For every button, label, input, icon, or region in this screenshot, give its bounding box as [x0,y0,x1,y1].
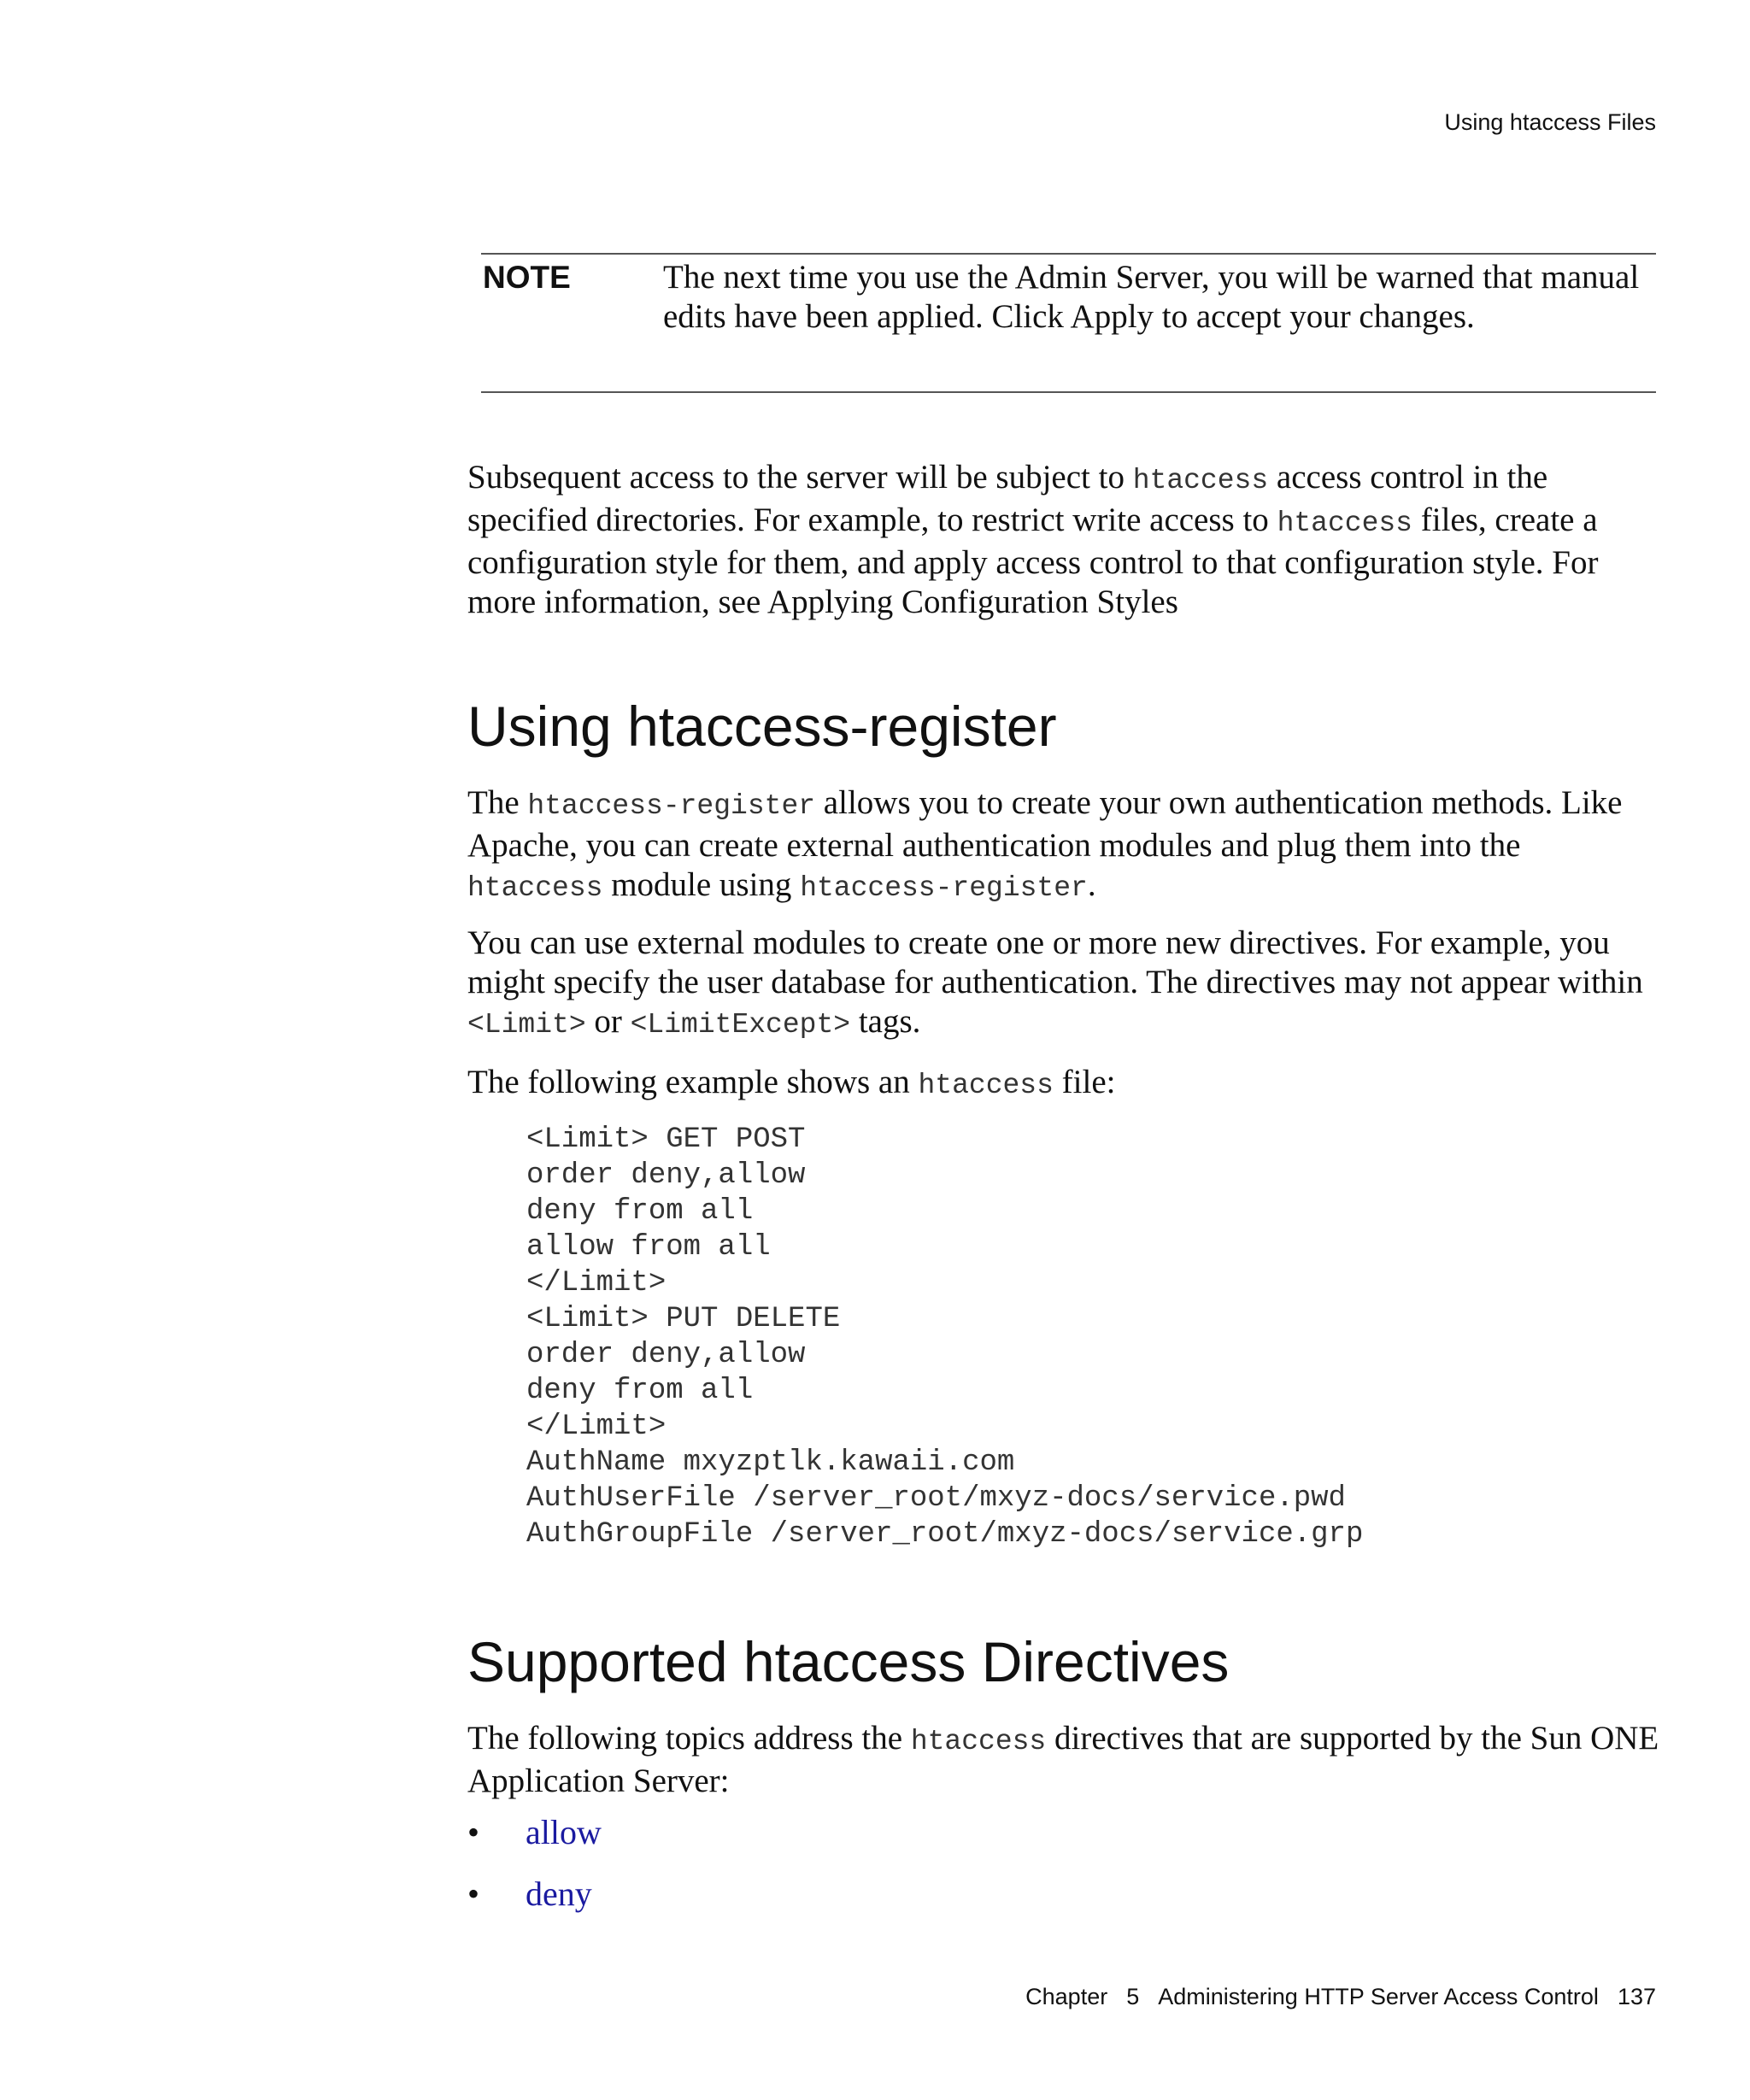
code-line: </Limit> [526,1411,667,1443]
inline-code: htaccess [910,1726,1047,1757]
section-heading-supported-directives: Supported htaccess Directives [467,1630,1230,1693]
bullet-icon: • [467,1874,480,1913]
code-line: </Limit> [526,1267,667,1299]
running-header: Using htaccess Files [1444,109,1656,135]
code-example [526,1122,1363,1552]
inline-code: <LimitExcept> [630,1009,851,1041]
inline-code: htaccess-register [800,872,1088,904]
code-line: allow from all [526,1231,771,1264]
page-footer [1007,1984,1656,2010]
code-line: deny from all [526,1195,754,1228]
code-line: order deny,allow [526,1159,806,1192]
code-line: <Limit> GET POST [526,1123,806,1156]
inline-code: htaccess [1277,507,1412,539]
code-line: deny from all [526,1375,754,1407]
inline-code: htaccess-register [527,790,816,822]
section-heading-htaccess-register: Using htaccess-register [467,695,1057,758]
footer-chapter-label: Chapter [1025,1984,1108,2009]
inline-code: htaccess [918,1070,1054,1101]
note-text: The next time you use the Admin Server, you will be warned that manual edits have been applied. Click Apply to accept your changes. [663,259,1640,335]
note-label: NOTE [483,260,571,295]
code-line: AuthGroupFile /server_root/mxyz-docs/service.grp [526,1518,1364,1551]
section1-paragraph-2: You can use external modules to create one or more new directives. For example, you might specify the user database for authentication. The directives may not appear within <Limit> or <LimitExcept> tags. [467,924,1643,1041]
code-line: <Limit> PUT DELETE [526,1303,841,1335]
note-box [481,253,1656,393]
inline-code: htaccess [467,872,603,904]
footer-chapter-title: Administering HTTP Server Access Control [1158,1984,1599,2009]
section2-paragraph-1: The following topics address the htaccess directives that are supported by the Sun ONE Application Server: [467,1720,1659,1799]
code-line: AuthName mxyzptlk.kawaii.com [526,1446,1015,1479]
inline-code: <Limit> [467,1009,586,1041]
bullet-icon: • [467,1813,480,1851]
inline-code: htaccess [1132,465,1269,496]
section1-paragraph-1: The htaccess-register allows you to create your own authentication methods. Like Apache, you can create external authentication modules and plug them into the htaccess module using htaccess-register. [467,784,1623,904]
code-line: AuthUserFile /server_root/mxyz-docs/service.pwd [526,1482,1346,1515]
footer-chapter-number: 5 [1126,1984,1140,2009]
intro-paragraph: Subsequent access to the server will be subject to htaccess access control in the specified directories. For example, to restrict write access to htaccess files, create a configuration style for them, and apply access control to that configuration style. For more information, see Applying Configuration Styles [467,459,1599,620]
link-deny[interactable]: deny [526,1874,592,1913]
page-number: 137 [1617,1984,1656,2009]
link-allow[interactable]: allow [526,1813,602,1851]
section1-paragraph-3: The following example shows an htaccess file: [467,1064,1116,1101]
code-line: order deny,allow [526,1339,806,1371]
